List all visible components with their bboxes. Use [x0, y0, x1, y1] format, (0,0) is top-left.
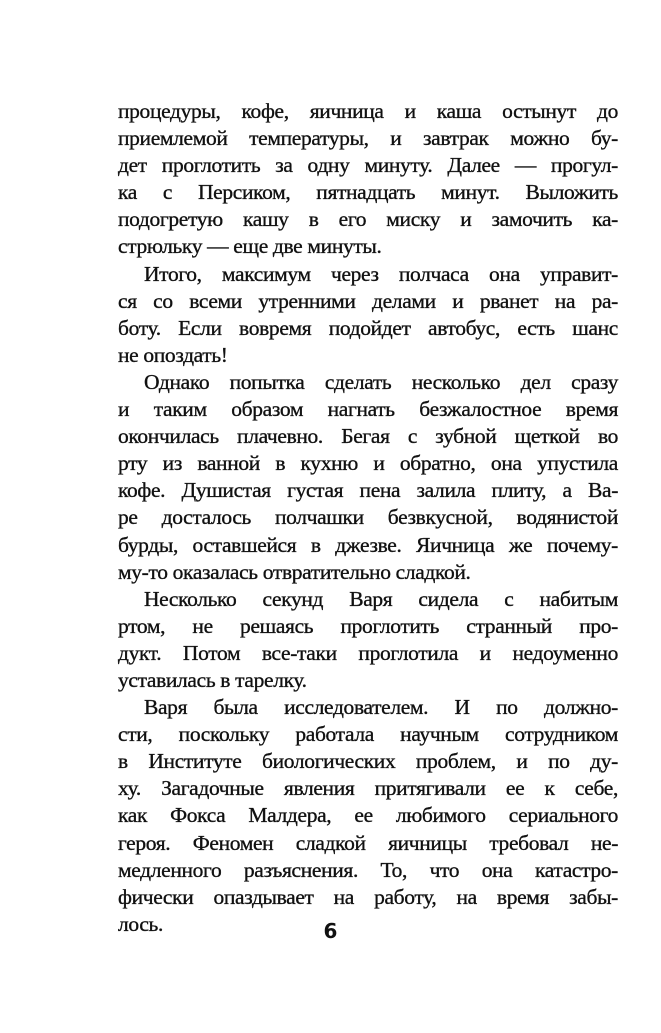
text-line: ка с Персиком, пятнадцать минут. Выложить: [118, 180, 618, 205]
page-number: 6: [323, 919, 338, 943]
text-line: дукт. Потом все-таки проглотила и недоуменно: [118, 640, 618, 665]
text-line: кофе. Душистая густая пена залила плиту, а Ва-: [118, 478, 618, 503]
text-line: стрюльку — еще две минуты.: [118, 234, 382, 259]
text-line: му-то оказалась отвратительно сладкой.: [118, 559, 471, 584]
text-line: фически опаздывает на работу, на время забы-: [118, 884, 618, 909]
text-line: боту. Если вовремя подойдет автобус, есть шанс: [118, 315, 618, 340]
text-line: не опоздать!: [118, 342, 228, 367]
text-line: приемлемой температуры, и завтрак можно бу-: [118, 126, 618, 151]
paragraph: [118, 98, 618, 261]
text-line: Итого, максимум через полчаса она управит-: [144, 261, 618, 286]
text-line: ху. Загадочные явления притягивали ее к себе,: [118, 776, 618, 801]
text-line: уставилась в тарелку.: [118, 667, 307, 692]
text-line: дет проглотить за одну минуту. Далее — прогул-: [118, 153, 618, 178]
text-line: бурды, оставшейся в джезве. Яичница же почему-: [118, 532, 618, 557]
text-line: в Институте биологических проблем, и по ду-: [118, 749, 618, 774]
text-line: и таким образом нагнать безжалостное время: [118, 397, 618, 422]
text-line: сти, поскольку работала научным сотрудником: [118, 722, 618, 747]
text-line: ртом, не решаясь проглотить странный про-: [118, 613, 618, 638]
text-line: окончилась плачевно. Бегая с зубной щеткой во: [118, 424, 618, 449]
text-line: героя. Феномен сладкой яичницы требовал не-: [118, 830, 618, 855]
text-line: Несколько секунд Варя сидела с набитым: [144, 586, 618, 611]
body-text: [118, 98, 618, 938]
text-line: подогретую кашу в его миску и замочить ка-: [118, 207, 618, 232]
text-line: процедуры, кофе, яичница и каша остынут до: [118, 99, 618, 123]
text-line: Варя была исследователем. И по должно-: [144, 695, 618, 720]
text-line: лось.: [118, 911, 163, 936]
text-line: ся со всеми утренними делами и рванет на ра-: [118, 288, 618, 313]
paragraph: [118, 586, 618, 694]
paragraph: [118, 261, 618, 369]
text-line: медленного разъяснения. То, что она катастро-: [118, 857, 618, 882]
text-line: как Фокса Малдера, ее любимого сериального: [118, 803, 618, 828]
text-line: рту из ванной в кухню и обратно, она упустила: [118, 451, 618, 476]
text-line: ре досталось полчашки безвкусной, водянистой: [118, 505, 618, 530]
paragraph: [118, 694, 618, 938]
paragraph: [118, 369, 618, 586]
text-line: Однако попытка сделать несколько дел сразу: [144, 369, 618, 394]
